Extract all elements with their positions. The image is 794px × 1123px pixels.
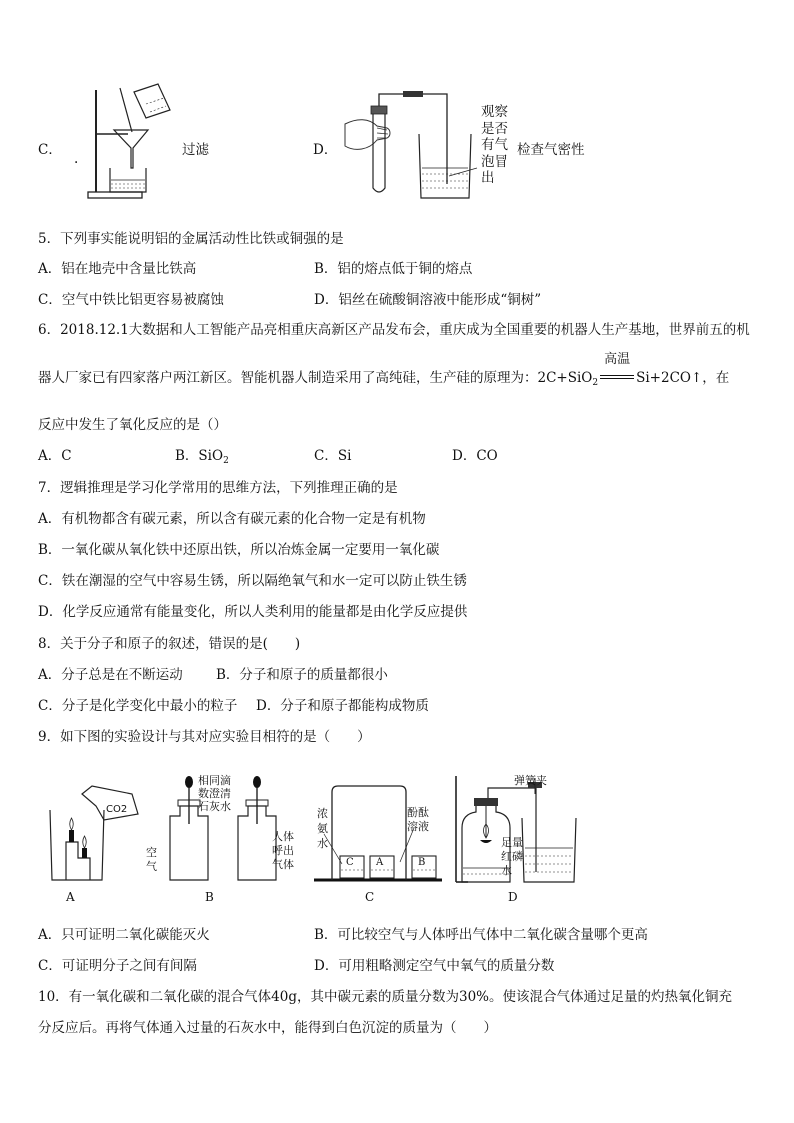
label-line: 空 (146, 846, 157, 859)
reaction-condition-label: 高温 (604, 352, 631, 367)
note-line: 泡冒 (481, 153, 508, 170)
q5-option-c: C．空气中铁比铝更容易被腐蚀 (38, 292, 224, 308)
q4-option-d-note (481, 104, 508, 187)
label-line: 相同滴 (198, 774, 231, 787)
q7-option-c: C．铁在潮湿的空气中容易生锈，所以隔绝氧气和水一定可以防止铁生锈 (38, 573, 467, 589)
label-line: 气 (146, 860, 157, 873)
q5-option-d: D．铝丝在硫酸铜溶液中能形成“铜树” (314, 292, 542, 308)
q9-figure-label-c: C (365, 890, 375, 904)
q5-option-b: B．铝的熔点低于铜的熔点 (314, 261, 473, 277)
q4-option-c-letter: C． (38, 142, 62, 158)
q4-option-d-caption: 检查气密性 (517, 142, 585, 158)
q6-line2-sub: 2 (592, 378, 599, 388)
q6-stem-line3: 反应中发生了氧化反应的是（） (38, 417, 227, 433)
q9-c-beaker-a-label: A (376, 857, 384, 868)
q9-figure-label-d: D (508, 890, 518, 904)
label-line: 氨 (317, 822, 328, 835)
label-line: 数澄清 (198, 787, 231, 800)
note-line: 有气 (481, 137, 508, 153)
q6-option-d: D．CO (452, 448, 498, 464)
label-line: 酚酞 (407, 806, 429, 819)
q8-stem: 8．关于分子和原子的叙述，错误的是( ) (38, 636, 301, 652)
q10-stem-line1: 10．有一氧化碳和二氧化碳的混合气体40g，其中碳元素的质量分数为30%。使该混合气体通过足量的灼热氧化铜充 (38, 989, 733, 1005)
q9-option-d: D．可用粗略测定空气中氧气的质量分数 (314, 958, 555, 974)
q9-b-air-label (146, 846, 157, 874)
label-line: 呼出 (272, 844, 294, 857)
q7-option-a: A．有机物都含有碳元素，所以含有碳元素的化合物一定是有机物 (38, 511, 426, 527)
q6-stem-line2 (38, 352, 730, 392)
q4-option-c-caption: 过滤 (182, 142, 209, 158)
q9-b-drop-label (198, 774, 231, 813)
q6-stem-line1: 6．2018.12.1大数据和人工智能产品亮相重庆高新区产品发布会，重庆成为全国重要的机器人生产基地，世界前五的机 (38, 322, 750, 338)
q9-c-beaker-c-label: C (346, 857, 354, 868)
label-line: 水 (501, 864, 512, 877)
q9-d-clip-label: 弹簧夹 (514, 774, 547, 787)
q9-figure-label-a: A (66, 890, 75, 904)
q9-stem: 9．如下图的实验设计与其对应实验目相符的是（ ） (38, 729, 371, 745)
label-line: 气体 (272, 858, 294, 871)
label-line: 足量 (501, 836, 523, 849)
q9-option-c: C．可证明分子之间有间隔 (38, 958, 197, 974)
q9-c-ammonia-label (317, 806, 328, 851)
q9-c-phenol-label (407, 806, 429, 834)
q7-option-d: D．化学反应通常有能量变化，所以人类利用的能量都是由化学反应提供 (38, 604, 468, 620)
q8-option-d: D．分子和原子都能构成物质 (256, 698, 429, 714)
note-line: 是否 (481, 120, 508, 137)
label-line: 溶液 (407, 820, 429, 833)
q9-figure-a (44, 772, 144, 884)
q5-option-a: A．铝在地壳中含量比铁高 (38, 261, 197, 277)
filtration-apparatus-figure (86, 84, 176, 204)
q9-c-beaker-b-label: B (418, 857, 426, 868)
q4-option-c-dot: . (74, 151, 79, 167)
q8-option-c: C．分子是化学变化中最小的粒子 (38, 698, 238, 714)
q9-d-phos-label (501, 836, 523, 878)
q6-option-b-sub: 2 (223, 456, 229, 466)
equals-sign (600, 375, 634, 379)
q9-option-b: B．可比较空气与人体呼出气体中二氧化碳含量哪个更高 (314, 927, 648, 943)
q6-option-c: C．Si (314, 448, 352, 464)
q9-figure-label-b: B (205, 890, 214, 904)
co2-label: CO2 (106, 804, 128, 815)
q9-option-a: A．只可证明二氧化碳能灭火 (38, 927, 210, 943)
q6-option-b (175, 447, 229, 470)
label-line: 石灰水 (198, 800, 231, 813)
q10-stem-line2: 分反应后。再将气体通入过量的石灰水中，能得到白色沉淀的质量为（ ） (38, 1020, 497, 1036)
q7-option-b: B．一氧化碳从氧化铁中还原出铁，所以冶炼金属一定要用一氧化碳 (38, 542, 440, 558)
q6-line2-pre: 器人厂家已有四家落户两江新区。智能机器人制造采用了高纯硅，生产硅的原理为：2C+SiO (38, 370, 593, 386)
q5-stem: 5．下列事实能说明铝的金属活动性比铁或铜强的是 (38, 231, 344, 247)
q4-option-d-letter: D． (313, 142, 338, 158)
label-line: 浓 (317, 807, 328, 820)
reaction-condition (600, 352, 634, 387)
q9-b-breath-label (272, 830, 294, 872)
q7-stem: 7．逻辑推理是学习化学常用的思维方法，下列推理正确的是 (38, 480, 398, 496)
q6-option-b-text: B．SiO (175, 448, 224, 464)
q8-option-b: B．分子和原子的质量都很小 (216, 667, 388, 683)
note-line: 出 (481, 170, 495, 186)
q6-option-a: A．C (38, 448, 72, 464)
label-line: 水 (317, 837, 328, 850)
q8-option-a: A．分子总是在不断运动 (38, 667, 183, 683)
label-line: 红磷 (501, 850, 523, 863)
airtightness-check-figure (343, 88, 478, 200)
q6-line2-post: Si+2CO↑，在 (636, 370, 730, 386)
label-line: 人体 (272, 830, 294, 843)
note-line: 观察 (481, 104, 508, 120)
